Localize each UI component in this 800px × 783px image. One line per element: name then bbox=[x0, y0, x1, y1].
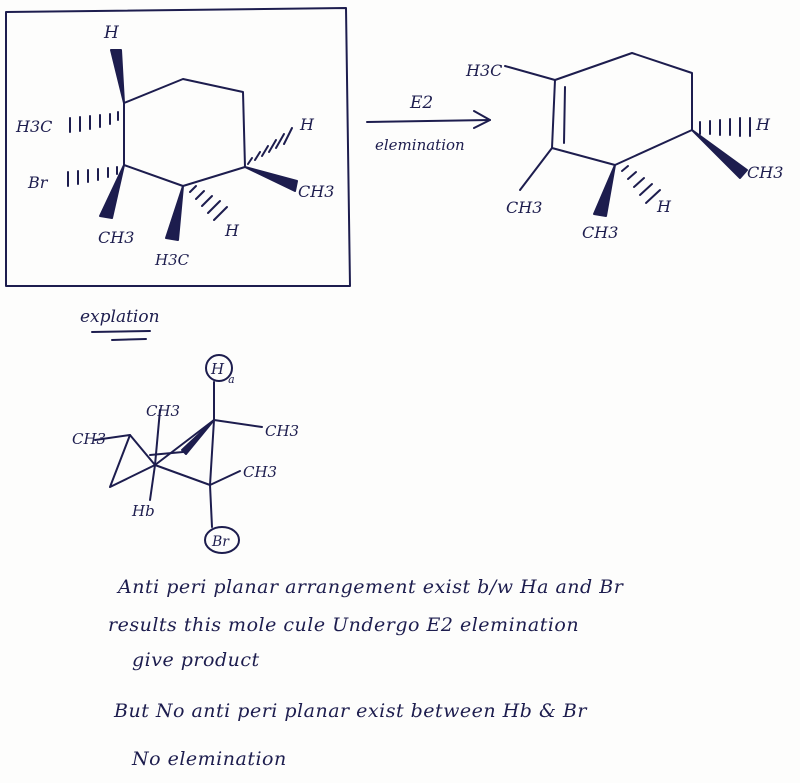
hash-h3c bbox=[70, 112, 118, 132]
ha-label: $H_a$ bbox=[211, 360, 235, 386]
explation-underline bbox=[92, 331, 150, 332]
wedge-top bbox=[111, 50, 124, 103]
r-h-top: H bbox=[104, 23, 119, 43]
explanation-line-4: But No anti peri planar exist between Hb & Br bbox=[114, 700, 587, 722]
product-wedge-down bbox=[594, 165, 615, 216]
p-ch3-right: CH3 bbox=[747, 163, 784, 182]
double-bond bbox=[564, 87, 565, 143]
r-h-right: H bbox=[300, 115, 314, 134]
p-h3c: H3C bbox=[466, 61, 503, 80]
explanation-line-5: No elemination bbox=[132, 748, 287, 770]
wedge-ch3-bl bbox=[100, 165, 124, 218]
arrow-reagent: E2 bbox=[410, 93, 434, 113]
r-h3c-bottom: H3C bbox=[155, 251, 190, 269]
c-ch3-right-mid: CH3 bbox=[243, 463, 278, 481]
explanation-line-1: Anti peri planar arrangement exist b/w Ha and Br bbox=[118, 576, 624, 598]
r-ch3-bl: CH3 bbox=[98, 228, 135, 247]
c-br: Br bbox=[212, 534, 229, 550]
product-hash-h-right bbox=[700, 118, 750, 136]
wedge-h3c bbox=[166, 186, 183, 240]
hash-br bbox=[68, 167, 117, 186]
product-ring bbox=[552, 53, 692, 165]
r-h-bottom: H bbox=[225, 221, 239, 240]
product-wedge-ch3-right bbox=[692, 130, 747, 178]
reactant-ring bbox=[124, 79, 245, 186]
reaction-arrow bbox=[367, 120, 490, 122]
explation-heading: explation bbox=[80, 307, 160, 327]
p-ch3-bottom: CH3 bbox=[582, 223, 619, 242]
r-br-left: Br bbox=[28, 173, 48, 192]
hash-h-right bbox=[248, 128, 292, 164]
p-h-right: H bbox=[756, 115, 770, 134]
hash-h-bottom bbox=[190, 186, 227, 220]
p-h-bottom: H bbox=[657, 197, 671, 216]
c-hb: Hb bbox=[132, 502, 155, 520]
r-h3c-left: H3C bbox=[16, 117, 53, 136]
chair-conformation bbox=[95, 355, 262, 553]
arrow-label: elemination bbox=[375, 136, 465, 154]
c-ch3-left: CH3 bbox=[72, 430, 107, 448]
r-ch3-right: CH3 bbox=[298, 182, 335, 201]
p-ch3-left: CH3 bbox=[506, 198, 543, 217]
product-hash-h-bottom bbox=[622, 166, 660, 203]
explanation-line-2: results this mole cule Undergo E2 elemination bbox=[108, 614, 580, 636]
wedge-ch3-right bbox=[245, 167, 297, 191]
c-ch3-right-top: CH3 bbox=[265, 422, 300, 440]
reactant-frame bbox=[6, 8, 350, 286]
explanation-line-3: give product bbox=[132, 649, 260, 671]
c-ch3-top: CH3 bbox=[146, 402, 181, 420]
